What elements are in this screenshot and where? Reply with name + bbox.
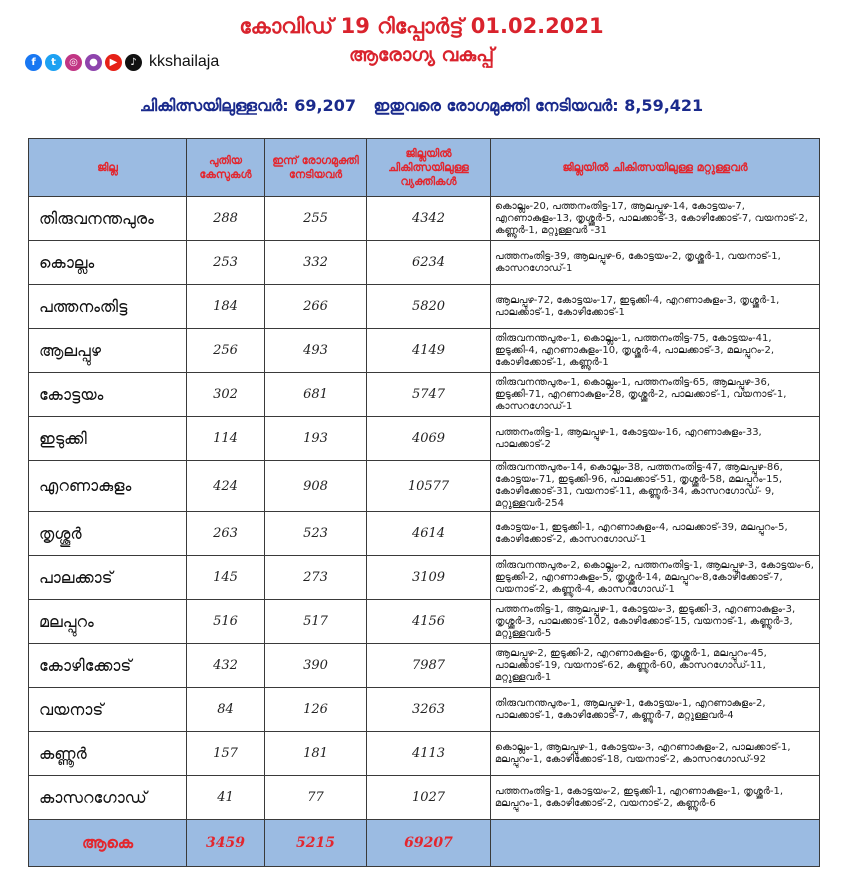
district-name: കാസറഗോഡ് bbox=[29, 776, 187, 820]
district-name: പത്തനംതിട്ട bbox=[29, 285, 187, 329]
district-name: കോഴിക്കോട് bbox=[29, 644, 187, 688]
new-cases: 41 bbox=[187, 776, 265, 820]
district-name: കണ്ണൂർ bbox=[29, 732, 187, 776]
total-others bbox=[491, 820, 820, 867]
total-recovered: 5215 bbox=[265, 820, 367, 867]
district-name: മലപ്പുറം bbox=[29, 600, 187, 644]
recovered-count: 255 bbox=[265, 197, 367, 241]
new-cases: 516 bbox=[187, 600, 265, 644]
others-list: പത്തനംതിട്ട-1, കോട്ടയം-2, ഇടുക്കി-1, എറണാകുളം-1, തൃശ്ശൂർ-1, മലപ്പുറം-1, കോഴിക്കോട്-2, വയനാട്-2, കണ്ണൂർ-6 bbox=[491, 776, 820, 820]
recovered-count: 126 bbox=[265, 688, 367, 732]
new-cases: 288 bbox=[187, 197, 265, 241]
district-table bbox=[28, 138, 820, 867]
new-cases: 114 bbox=[187, 417, 265, 461]
active-count: 4342 bbox=[367, 197, 491, 241]
twitter-icon: t bbox=[45, 54, 62, 71]
total-new-cases: 3459 bbox=[187, 820, 265, 867]
table-row bbox=[29, 732, 820, 776]
table-row bbox=[29, 417, 820, 461]
header-new-cases: പുതിയ കേസുകൾ bbox=[187, 139, 265, 197]
header-district: ജില്ല bbox=[29, 139, 187, 197]
recovered-count: 517 bbox=[265, 600, 367, 644]
header-others: ജില്ലയിൽ ചികിത്സയിലുള്ള മറ്റുള്ളവർ bbox=[491, 139, 820, 197]
new-cases: 157 bbox=[187, 732, 265, 776]
active-cases-summary: ചികിത്സയിലുള്ളവർ: 69,207 bbox=[139, 96, 356, 115]
table-row bbox=[29, 461, 820, 512]
new-cases: 424 bbox=[187, 461, 265, 512]
header-active: ജില്ലയിൽ ചികിത്സയിലുള്ള വ്യക്തികൾ bbox=[367, 139, 491, 197]
new-cases: 263 bbox=[187, 512, 265, 556]
table-row bbox=[29, 644, 820, 688]
active-count: 4614 bbox=[367, 512, 491, 556]
table-row bbox=[29, 373, 820, 417]
others-list: തിരുവനന്തപുരം-1, ആലപ്പുഴ-1, കോട്ടയം-1, എറണാകുളം-2, പാലക്കാട്-1, കോഴിക്കോട്-7, കണ്ണൂർ-7, മറ്റുള്ളവർ-4 bbox=[491, 688, 820, 732]
social-bar bbox=[25, 50, 219, 74]
district-name: ഇടുക്കി bbox=[29, 417, 187, 461]
new-cases: 253 bbox=[187, 241, 265, 285]
table-row bbox=[29, 600, 820, 644]
table-row bbox=[29, 285, 820, 329]
active-count: 1027 bbox=[367, 776, 491, 820]
recovered-count: 273 bbox=[265, 556, 367, 600]
youtube-icon: ▶ bbox=[105, 54, 122, 71]
new-cases: 432 bbox=[187, 644, 265, 688]
podcast-icon: ● bbox=[85, 54, 102, 71]
district-name: തൃശ്ശൂർ bbox=[29, 512, 187, 556]
table-row bbox=[29, 197, 820, 241]
recovered-count: 266 bbox=[265, 285, 367, 329]
table-row bbox=[29, 512, 820, 556]
facebook-icon: f bbox=[25, 54, 42, 71]
active-count: 10577 bbox=[367, 461, 491, 512]
recovered-count: 390 bbox=[265, 644, 367, 688]
recovered-count: 681 bbox=[265, 373, 367, 417]
active-count: 3263 bbox=[367, 688, 491, 732]
others-list: കൊല്ലം-1, ആലപ്പുഴ-1, കോട്ടയം-3, എറണാകുളം-2, പാലക്കാട്-1, മലപ്പുറം-1, കോഴിക്കോട്-18, വയനാട്-2, കാസറഗോഡ്-92 bbox=[491, 732, 820, 776]
others-list: ആലപ്പുഴ-72, കോട്ടയം-17, ഇടുക്കി-4, എറണാകുളം-3, തൃശ്ശൂർ-1, പാലക്കാട്-1, കോഴിക്കോട്-1 bbox=[491, 285, 820, 329]
header-recovered: ഇന്ന് രോഗമുക്തി നേടിയവർ bbox=[265, 139, 367, 197]
active-count: 5820 bbox=[367, 285, 491, 329]
recovered-count: 523 bbox=[265, 512, 367, 556]
active-count: 6234 bbox=[367, 241, 491, 285]
total-active: 69207 bbox=[367, 820, 491, 867]
others-list: ആലപ്പുഴ-2, ഇടുക്കി-2, എറണാകുളം-6, തൃശ്ശൂർ-1, മലപ്പുറം-45, പാലക്കാട്-19, വയനാട്-62, കണ്ണൂർ-60, കാസറഗോഡ്-11, മറ്റുള്ളവർ-1 bbox=[491, 644, 820, 688]
recovered-count: 193 bbox=[265, 417, 367, 461]
active-count: 5747 bbox=[367, 373, 491, 417]
others-list: പത്തനംതിട്ട-39, ആലപ്പുഴ-6, കോട്ടയം-2, തൃശ്ശൂർ-1, വയനാട്-1, കാസറഗോഡ്-1 bbox=[491, 241, 820, 285]
total-row bbox=[29, 820, 820, 867]
active-count: 4156 bbox=[367, 600, 491, 644]
active-count: 4069 bbox=[367, 417, 491, 461]
new-cases: 84 bbox=[187, 688, 265, 732]
active-count: 4149 bbox=[367, 329, 491, 373]
report-title: കോവിഡ് 19 റിപ്പോർട്ട് 01.02.2021 bbox=[239, 14, 604, 38]
active-count: 3109 bbox=[367, 556, 491, 600]
recovered-count: 332 bbox=[265, 241, 367, 285]
active-count: 4113 bbox=[367, 732, 491, 776]
others-list: തിരുവനന്തപുരം-2, കൊല്ലം-2, പത്തനംതിട്ട-1, ആലപ്പുഴ-3, കോട്ടയം-6, ഇടുക്കി-2, എറണാകുളം-5, തൃശ്ശൂർ-14, മലപ്പുറം-8,കോഴിക്കോട്-7, വയനാട്-2, കണ്ണൂർ-4, കാസറഗോഡ്-1 bbox=[491, 556, 820, 600]
others-list: കോട്ടയം-1, ഇടുക്കി-1, എറണാകുളം-4, പാലക്കാട്-39, മലപ്പുറം-5, കോഴിക്കോട്-2, കാസറഗോഡ്-1 bbox=[491, 512, 820, 556]
recovered-count: 493 bbox=[265, 329, 367, 373]
tiktok-icon: ♪ bbox=[125, 54, 142, 71]
district-name: തിരുവനന്തപുരം bbox=[29, 197, 187, 241]
total-label: ആകെ bbox=[29, 820, 187, 867]
summary-line bbox=[0, 96, 843, 116]
new-cases: 256 bbox=[187, 329, 265, 373]
department-subtitle: ആരോഗ്യ വകുപ്പ് bbox=[348, 44, 495, 66]
table-row bbox=[29, 241, 820, 285]
table-row bbox=[29, 329, 820, 373]
table-row bbox=[29, 688, 820, 732]
others-list: തിരുവനന്തപുരം-1, കൊല്ലം-1, പത്തനംതിട്ട-65, ആലപ്പുഴ-36, ഇടുക്കി-71, എറണാകുളം-28, തൃശ്ശൂർ-2, പാലക്കാട്-1, വയനാട്-1, കാസറഗോഡ്-1 bbox=[491, 373, 820, 417]
recovered-count: 77 bbox=[265, 776, 367, 820]
new-cases: 145 bbox=[187, 556, 265, 600]
table-header-row bbox=[29, 139, 820, 197]
recovered-summary: ഇതുവരെ രോഗമുക്തി നേടിയവർ: 8,59,421 bbox=[373, 96, 704, 115]
active-count: 7987 bbox=[367, 644, 491, 688]
others-list: കൊല്ലം-20, പത്തനംതിട്ട-17, ആലപ്പുഴ-14, കോട്ടയം-7, എറണാകുളം-13, തൃശ്ശൂർ-5, പാലക്കാട്-3, കോഴിക്കോട്-7, വയനാട്-2, കണ്ണൂർ-1, മറ്റുള്ളവർ -31 bbox=[491, 197, 820, 241]
table-row bbox=[29, 556, 820, 600]
others-list: പത്തനംതിട്ട-1, ആലപ്പുഴ-1, കോട്ടയം-3, ഇടുക്കി-3, എറണാകുളം-3, തൃശ്ശൂർ-3, പാലക്കാട്-102, കോഴിക്കോട്-15, വയനാട്-1, കണ്ണൂർ-3, മറ്റുള്ളവർ-5 bbox=[491, 600, 820, 644]
new-cases: 184 bbox=[187, 285, 265, 329]
others-list: തിരുവനന്തപുരം-1, കൊല്ലം-1, പത്തനംതിട്ട-75, കോട്ടയം-41, ഇടുക്കി-4, എറണാകുളം-10, തൃശ്ശൂർ-4, പാലക്കാട്-3, മലപ്പുറം-2, കോഴിക്കോട്-1, കണ്ണൂർ-1 bbox=[491, 329, 820, 373]
district-name: എറണാകുളം bbox=[29, 461, 187, 512]
district-name: കൊല്ലം bbox=[29, 241, 187, 285]
social-handle: kkshailaja bbox=[149, 53, 220, 70]
district-name: ആലപ്പുഴ bbox=[29, 329, 187, 373]
others-list: തിരുവനന്തപുരം-14, കൊല്ലം-38, പത്തനംതിട്ട-47, ആലപ്പുഴ-86, കോട്ടയം-71, ഇടുക്കി-96, പാലക്കാട്-51, തൃശ്ശൂർ-58, മലപ്പുറം-15, കോഴിക്കോട്-31, വയനാട്-11, കണ്ണൂർ-34, കാസറഗോഡ്- 9, മറ്റുള്ളവർ-254 bbox=[491, 461, 820, 512]
others-list: പത്തനംതിട്ട-1, ആലപ്പുഴ-1, കോട്ടയം-16, എറണാകുളം-33, പാലക്കാട്-2 bbox=[491, 417, 820, 461]
recovered-count: 181 bbox=[265, 732, 367, 776]
new-cases: 302 bbox=[187, 373, 265, 417]
district-name: പാലക്കാട് bbox=[29, 556, 187, 600]
instagram-icon: ◎ bbox=[65, 54, 82, 71]
district-name: വയനാട് bbox=[29, 688, 187, 732]
table-row bbox=[29, 776, 820, 820]
district-name: കോട്ടയം bbox=[29, 373, 187, 417]
recovered-count: 908 bbox=[265, 461, 367, 512]
